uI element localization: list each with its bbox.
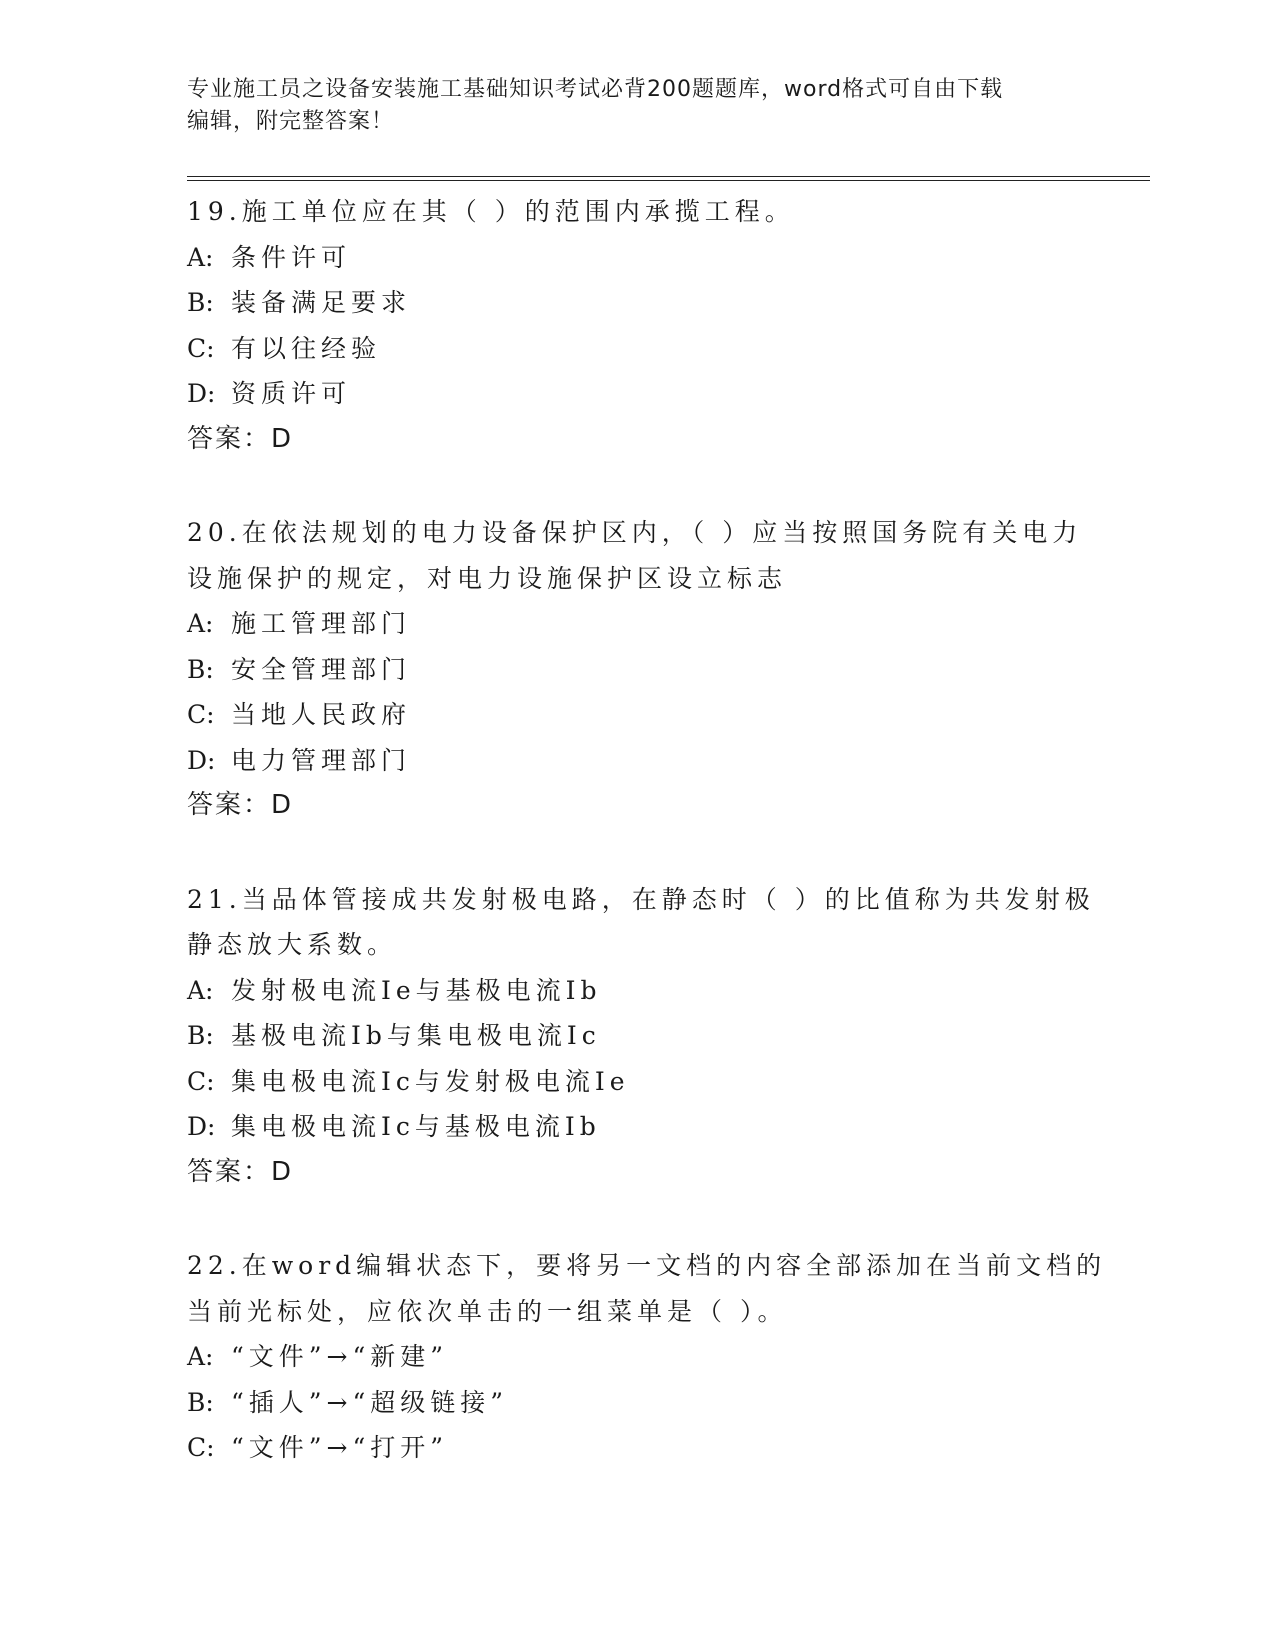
header-line-2: 编辑，附完整答案！ [187, 109, 395, 134]
option-letter: A: [187, 1342, 214, 1371]
option-letter: C: [187, 333, 215, 363]
document-header [187, 74, 1087, 138]
option-letter: B: [187, 288, 214, 317]
option-letter: C: [187, 700, 215, 729]
option-letter: D: [187, 379, 216, 408]
question-stem-line: 22.在word编辑状态下，要将另一文档的内容全部添加在当前文档的 [187, 1251, 1107, 1280]
option-letter: D: [187, 1112, 216, 1141]
answer-line: 答案：D [187, 790, 294, 820]
header-double-rule [187, 176, 1150, 181]
option-text: 条件许可 [231, 242, 352, 272]
option-b [187, 647, 1087, 693]
option-d [187, 371, 1087, 417]
question-stem-line: 设施保护的规定，对电力设施保护区设立标志 [187, 563, 788, 593]
option-b [187, 1013, 1087, 1059]
question-21 [187, 877, 1095, 1196]
option-letter: B: [187, 1387, 214, 1417]
option-a [187, 1334, 1087, 1380]
option-letter: A: [187, 242, 214, 272]
option-text: 安全管理部门 [231, 654, 412, 684]
question-19 [187, 189, 1087, 462]
option-letter: C: [187, 1433, 215, 1462]
option-text: “文件”→“新建” [231, 1342, 449, 1371]
option-text: 基极电流Ib与集电极电流Ic [231, 1021, 601, 1050]
option-c [187, 692, 1087, 738]
question-22 [187, 1243, 1107, 1471]
question-stem-line: 当前光标处，应依次单击的一组菜单是（ ）。 [187, 1296, 788, 1326]
option-text: 施工管理部门 [231, 609, 412, 638]
option-text: 发射极电流Ie与基极电流Ib [231, 975, 602, 1005]
option-text: 资质许可 [231, 379, 352, 408]
option-b [187, 280, 1087, 326]
option-c [187, 326, 1087, 372]
option-a [187, 235, 1087, 281]
option-b [187, 1380, 1087, 1426]
option-letter: C: [187, 1066, 215, 1096]
option-letter: B: [187, 1021, 214, 1050]
option-letter: D: [187, 745, 216, 775]
question-list [187, 189, 1107, 1519]
option-text: “文件”→“打开” [231, 1433, 449, 1462]
option-letter: B: [187, 654, 214, 684]
option-letter: A: [187, 975, 214, 1005]
question-stem-line: 21.当品体管接成共发射极电路，在静态时（ ）的比值称为共发射极 [187, 884, 1095, 914]
question-20 [187, 510, 1087, 829]
option-a [187, 968, 1087, 1014]
header-line-1: 专业施工员之设备安装施工基础知识考试必背200题题库，word格式可自由下载 [187, 77, 1004, 102]
question-stem-line: 20.在依法规划的电力设备保护区内，（ ）应当按照国务院有关电力 [187, 518, 1083, 547]
question-stem-line: 静态放大系数。 [187, 930, 398, 959]
option-text: 装备满足要求 [231, 288, 412, 317]
option-text: 当地人民政府 [231, 700, 412, 729]
option-d [187, 1104, 1087, 1150]
option-c [187, 1059, 1087, 1105]
option-text: 集电极电流Ic与基极电流Ib [231, 1112, 601, 1141]
option-letter: A: [187, 609, 214, 638]
option-text: 有以往经验 [231, 333, 382, 363]
answer-line: 答案：D [187, 1156, 294, 1187]
option-text: 电力管理部门 [231, 745, 412, 775]
option-a [187, 601, 1087, 647]
option-text: 集电极电流Ic与发射极电流Ie [231, 1066, 630, 1096]
answer-line: 答案：D [187, 423, 294, 454]
option-c [187, 1425, 1087, 1471]
option-text: “插人”→“超级链接” [231, 1387, 509, 1417]
option-d [187, 738, 1087, 784]
question-stem-line: 19.施工单位应在其（ ）的范围内承揽工程。 [187, 197, 795, 226]
